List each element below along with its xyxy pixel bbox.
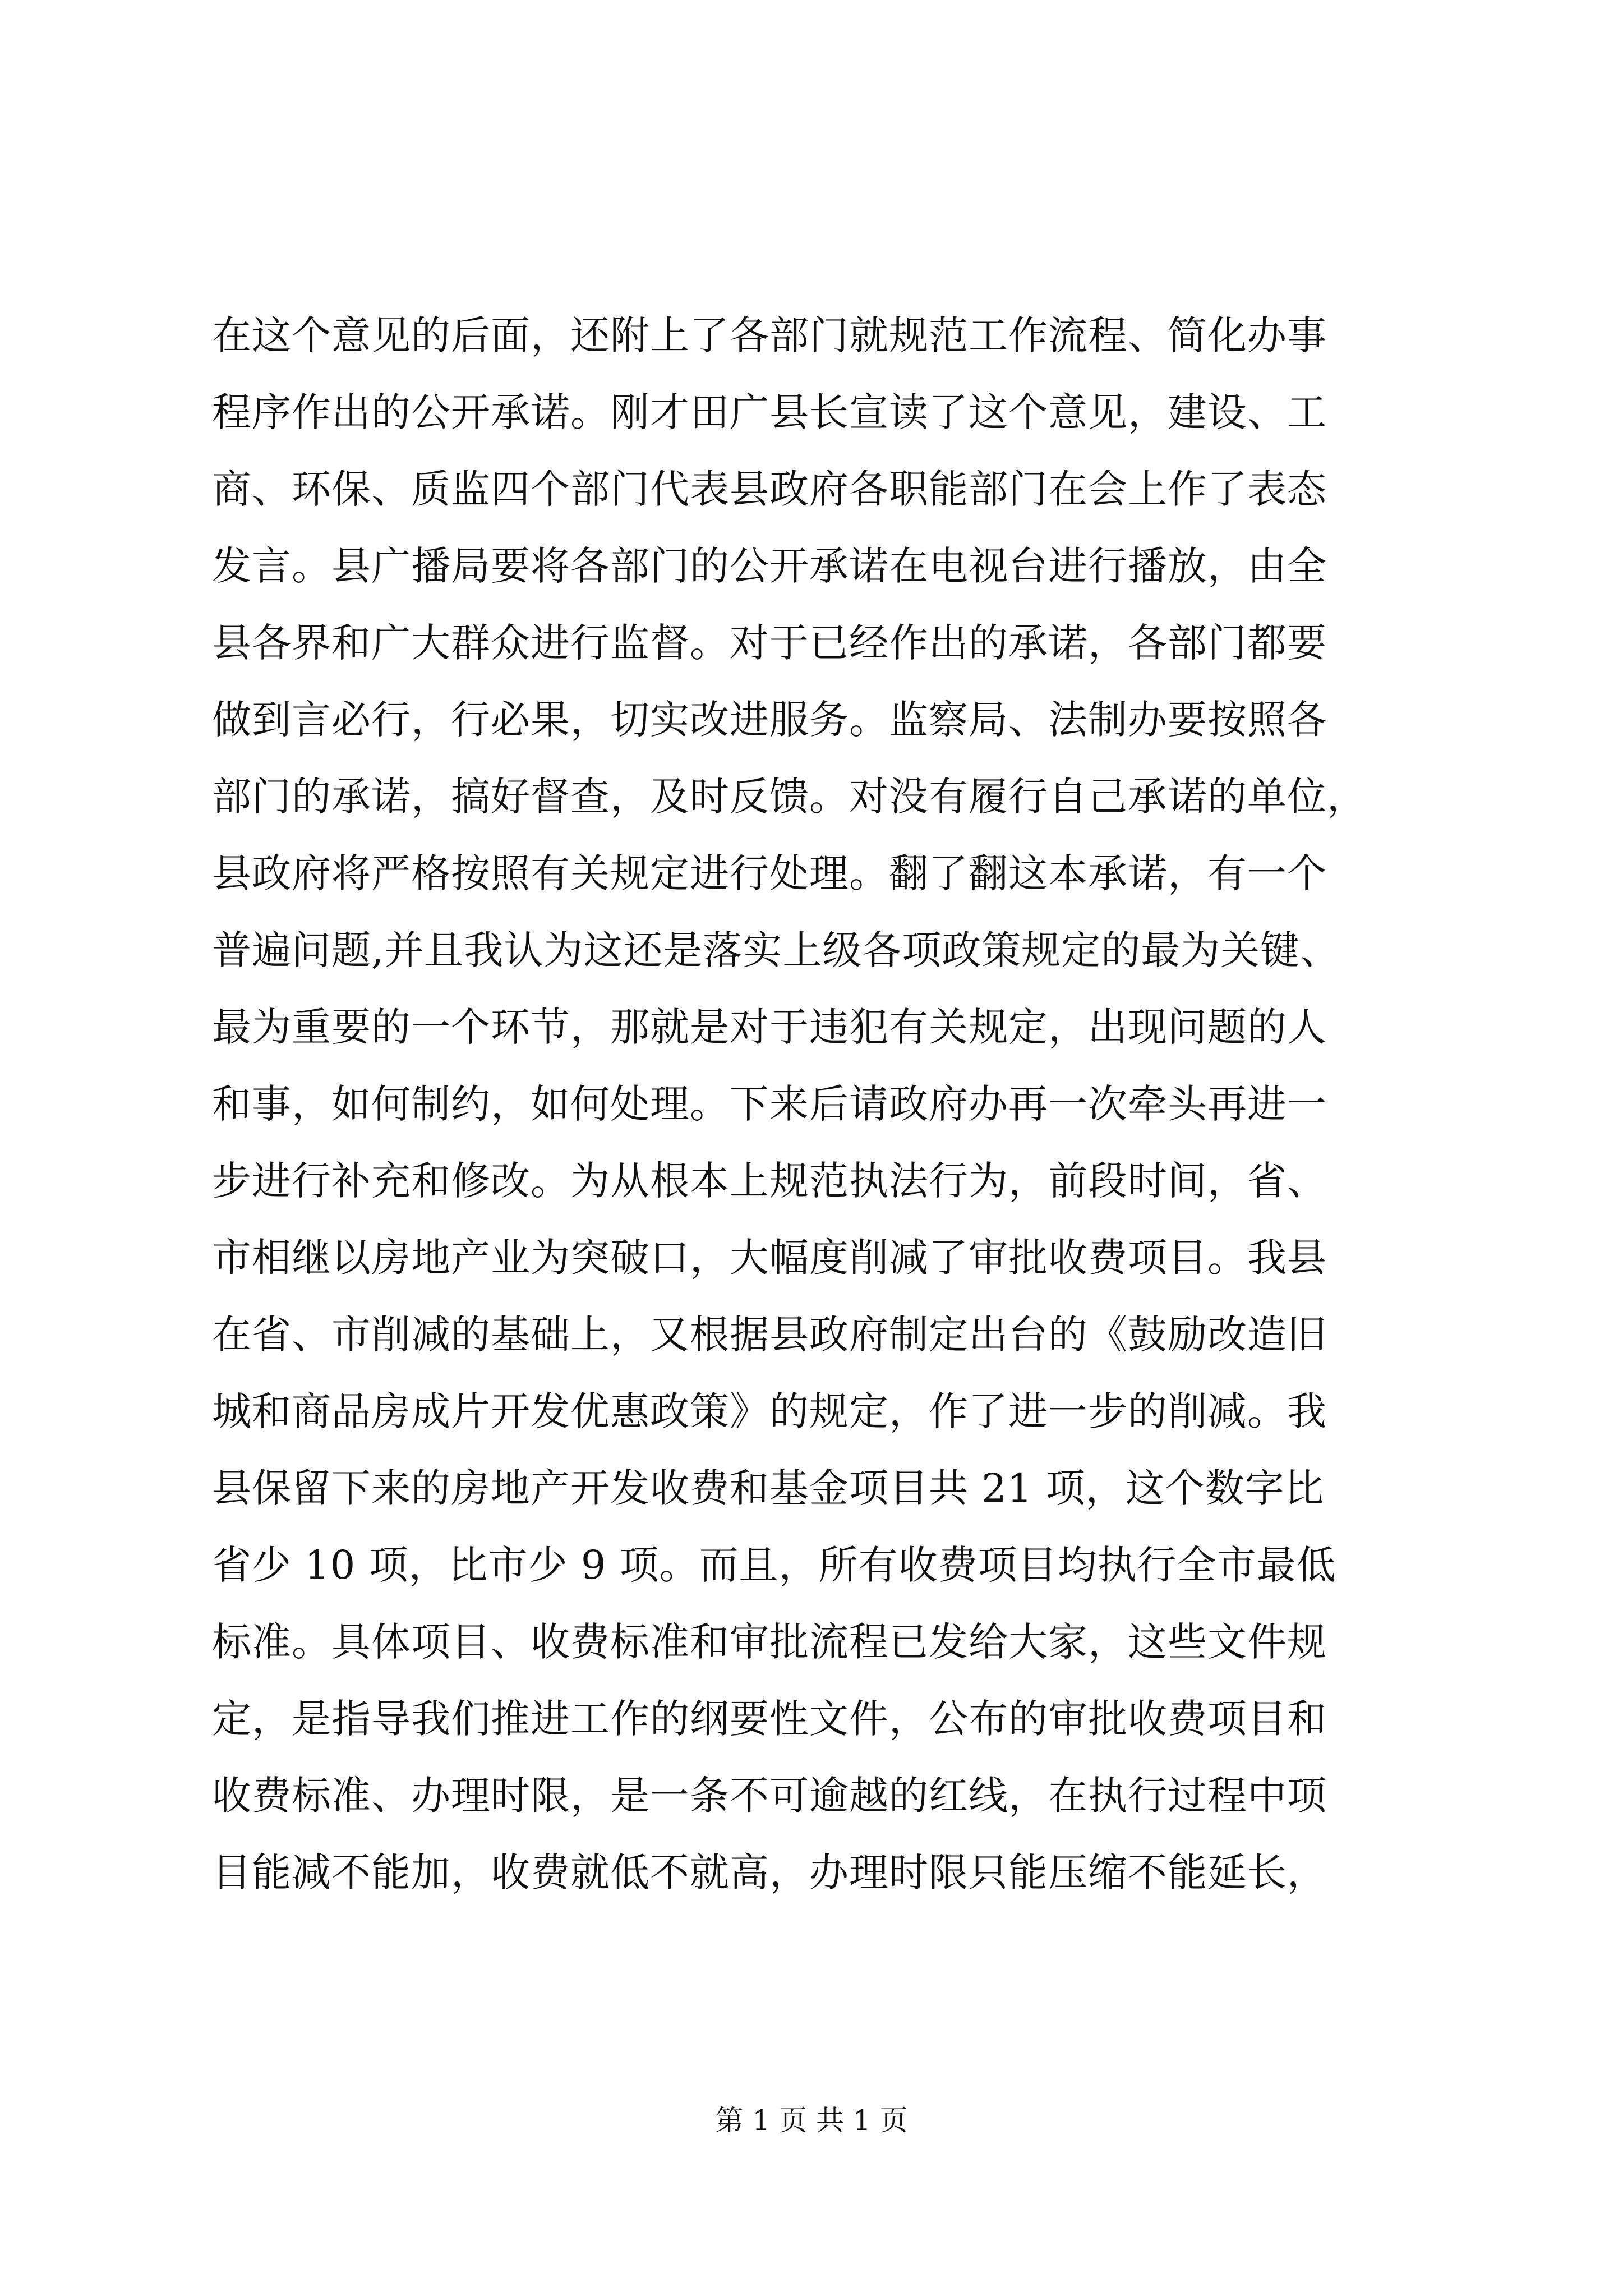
text-line: 县各界和广大群众进行监督。对于已经作出的承诺，各部门都要 bbox=[212, 620, 1327, 666]
text-line: 在省、市削减的基础上，又根据县政府制定出台的《鼓励改造旧 bbox=[212, 1312, 1327, 1358]
text-line: 城和商品房成片开发优惠政策》的规定，作了进一步的削减。我 bbox=[212, 1388, 1327, 1434]
text-line: 普遍问题,并且我认为这还是落实上级各项政策规定的最为关键、 bbox=[212, 927, 1340, 973]
text-line: 程序作出的公开承诺。刚才田广县长宣读了这个意见，建设、工 bbox=[212, 389, 1327, 435]
text-line: 做到言必行，行必果，切实改进服务。监察局、法制办要按照各 bbox=[212, 697, 1327, 743]
text-line: 定，是指导我们推进工作的纲要性文件，公布的审批收费项目和 bbox=[212, 1696, 1327, 1742]
text-line: 和事，如何制约，如何处理。下来后请政府办再一次牵头再进一 bbox=[212, 1081, 1327, 1127]
text-line: 收费标准、办理时限，是一条不可逾越的红线，在执行过程中项 bbox=[212, 1773, 1327, 1819]
text-line: 在这个意见的后面，还附上了各部门就规范工作流程、简化办事 bbox=[212, 312, 1327, 358]
text-line: 步进行补充和修改。为从根本上规范执法行为，前段时间，省、 bbox=[212, 1158, 1327, 1204]
text-line: 县政府将严格按照有关规定进行处理。翻了翻这本承诺，有一个 bbox=[212, 850, 1327, 896]
text-line: 县保留下来的房地产开发收费和基金项目共 21 项，这个数字比 bbox=[212, 1465, 1325, 1511]
text-line: 目能减不能加，收费就低不就高，办理时限只能压缩不能延长， bbox=[212, 1849, 1327, 1895]
page-footer: 第 1 页 共 1 页 bbox=[715, 2104, 908, 2137]
text-line: 商、环保、质监四个部门代表县政府各职能部门在会上作了表态 bbox=[212, 466, 1327, 512]
text-line: 最为重要的一个环节，那就是对于违犯有关规定，出现问题的人 bbox=[212, 1004, 1327, 1050]
text-line: 省少 10 项，比市少 9 项。而且，所有收费项目均执行全市最低 bbox=[212, 1542, 1336, 1588]
text-line: 部门的承诺，搞好督查，及时反馈。对没有履行自己承诺的单位， bbox=[212, 774, 1367, 820]
text-line: 发言。县广播局要将各部门的公开承诺在电视台进行播放，由全 bbox=[212, 543, 1327, 589]
text-line: 市相继以房地产业为突破口，大幅度削减了审批收费项目。我县 bbox=[212, 1235, 1327, 1281]
text-line: 标准。具体项目、收费标准和审批流程已发给大家，这些文件规 bbox=[212, 1619, 1327, 1665]
body-paragraph bbox=[212, 297, 1412, 1911]
